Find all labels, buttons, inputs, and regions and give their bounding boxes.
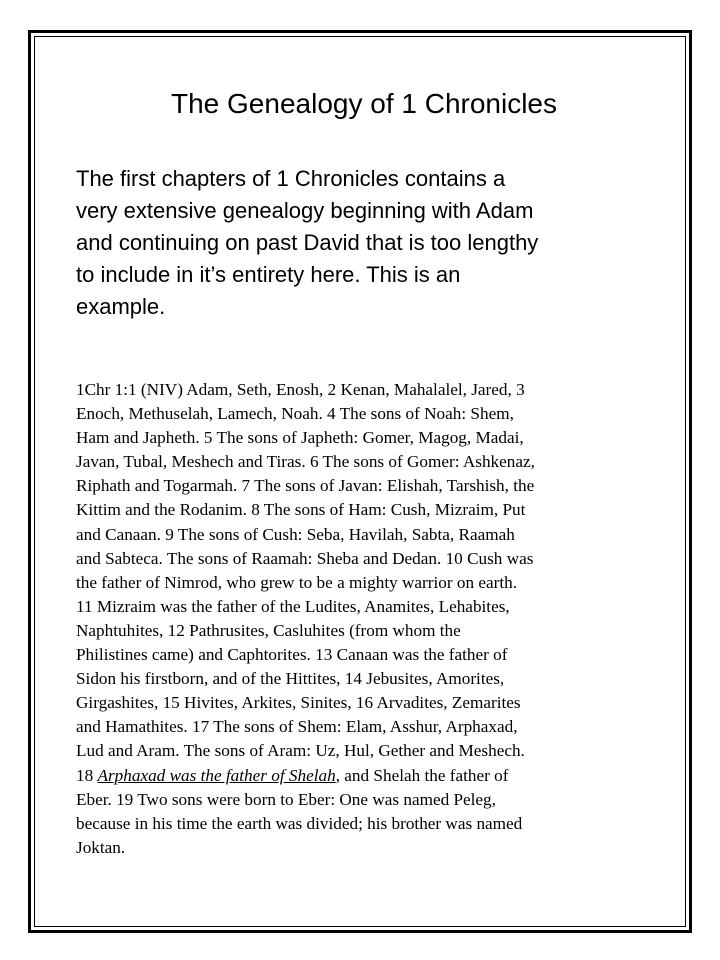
passage-line: Kittim and the Rodanim. 8 The sons of Ham: Cush, Mizraim, Put — [76, 500, 526, 520]
passage-line: Joktan. — [76, 837, 126, 857]
passage-line: Naphtuhites, 12 Pathrusites, Casluhites (from whom the — [76, 620, 461, 640]
intro-line: example. — [76, 294, 166, 319]
passage-line: Girgashites, 15 Hivites, Arkites, Sinites, 16 Arvadites, Zemarites — [76, 693, 521, 713]
passage-line: Ham and Japheth. 5 The sons of Japheth: Gomer, Magog, Madai, — [76, 428, 524, 448]
passage-line: 1Chr 1:1 (NIV) Adam, Seth, Enosh, 2 Kenan, Mahalalel, Jared, 3 — [76, 380, 525, 399]
page-border — [28, 30, 692, 933]
passage-line: the father of Nimrod, who grew to be a mighty warrior on earth. — [76, 572, 518, 592]
passage-line: Riphath and Togarmah. 7 The sons of Javan: Elishah, Tarshish, the — [76, 476, 535, 496]
passage-line-prefix: 18 — [76, 765, 98, 785]
page-inner-border — [34, 36, 686, 927]
intro-line: very extensive genealogy beginning with Adam — [76, 198, 534, 223]
passage-line: Eber. 19 Two sons were born to Eber: One was named Peleg, — [76, 789, 496, 809]
passage-line-suffix: , and Shelah the father of — [335, 765, 509, 785]
passage-line: Lud and Aram. The sons of Aram: Uz, Hul, Gether and Meshech. — [76, 741, 525, 761]
intro-line: and continuing on past David that is too lengthy — [76, 230, 539, 255]
passage-line: because in his time the earth was divided; his brother was named — [76, 813, 523, 833]
intro-paragraph — [76, 163, 676, 323]
intro-line: to include in it’s entirety here. This is an — [76, 262, 461, 287]
scripture-passage — [76, 378, 676, 860]
passage-line: 11 Mizraim was the father of the Ludites, Anamites, Lehabites, — [76, 596, 510, 616]
passage-line: Enoch, Methuselah, Lamech, Noah. 4 The sons of Noah: Shem, — [76, 404, 514, 424]
passage-line: Philistines came) and Caphtorites. 13 Canaan was the father of — [76, 645, 508, 665]
intro-line: The first chapters of 1 Chronicles contains a — [76, 166, 506, 191]
page-title: The Genealogy of 1 Chronicles — [171, 88, 557, 119]
passage-line: Sidon his firstborn, and of the Hittites, 14 Jebusites, Amorites, — [76, 669, 505, 689]
passage-line: and Hamathites. 17 The sons of Shem: Elam, Asshur, Arphaxad, — [76, 717, 518, 737]
underlined-phrase: Arphaxad was the father of Shelah — [97, 765, 336, 785]
passage-line: and Canaan. 9 The sons of Cush: Seba, Havilah, Sabta, Raamah — [76, 524, 515, 544]
passage-line: Javan, Tubal, Meshech and Tiras. 6 The sons of Gomer: Ashkenaz, — [76, 452, 535, 472]
passage-line: and Sabteca. The sons of Raamah: Sheba and Dedan. 10 Cush was — [76, 548, 534, 568]
